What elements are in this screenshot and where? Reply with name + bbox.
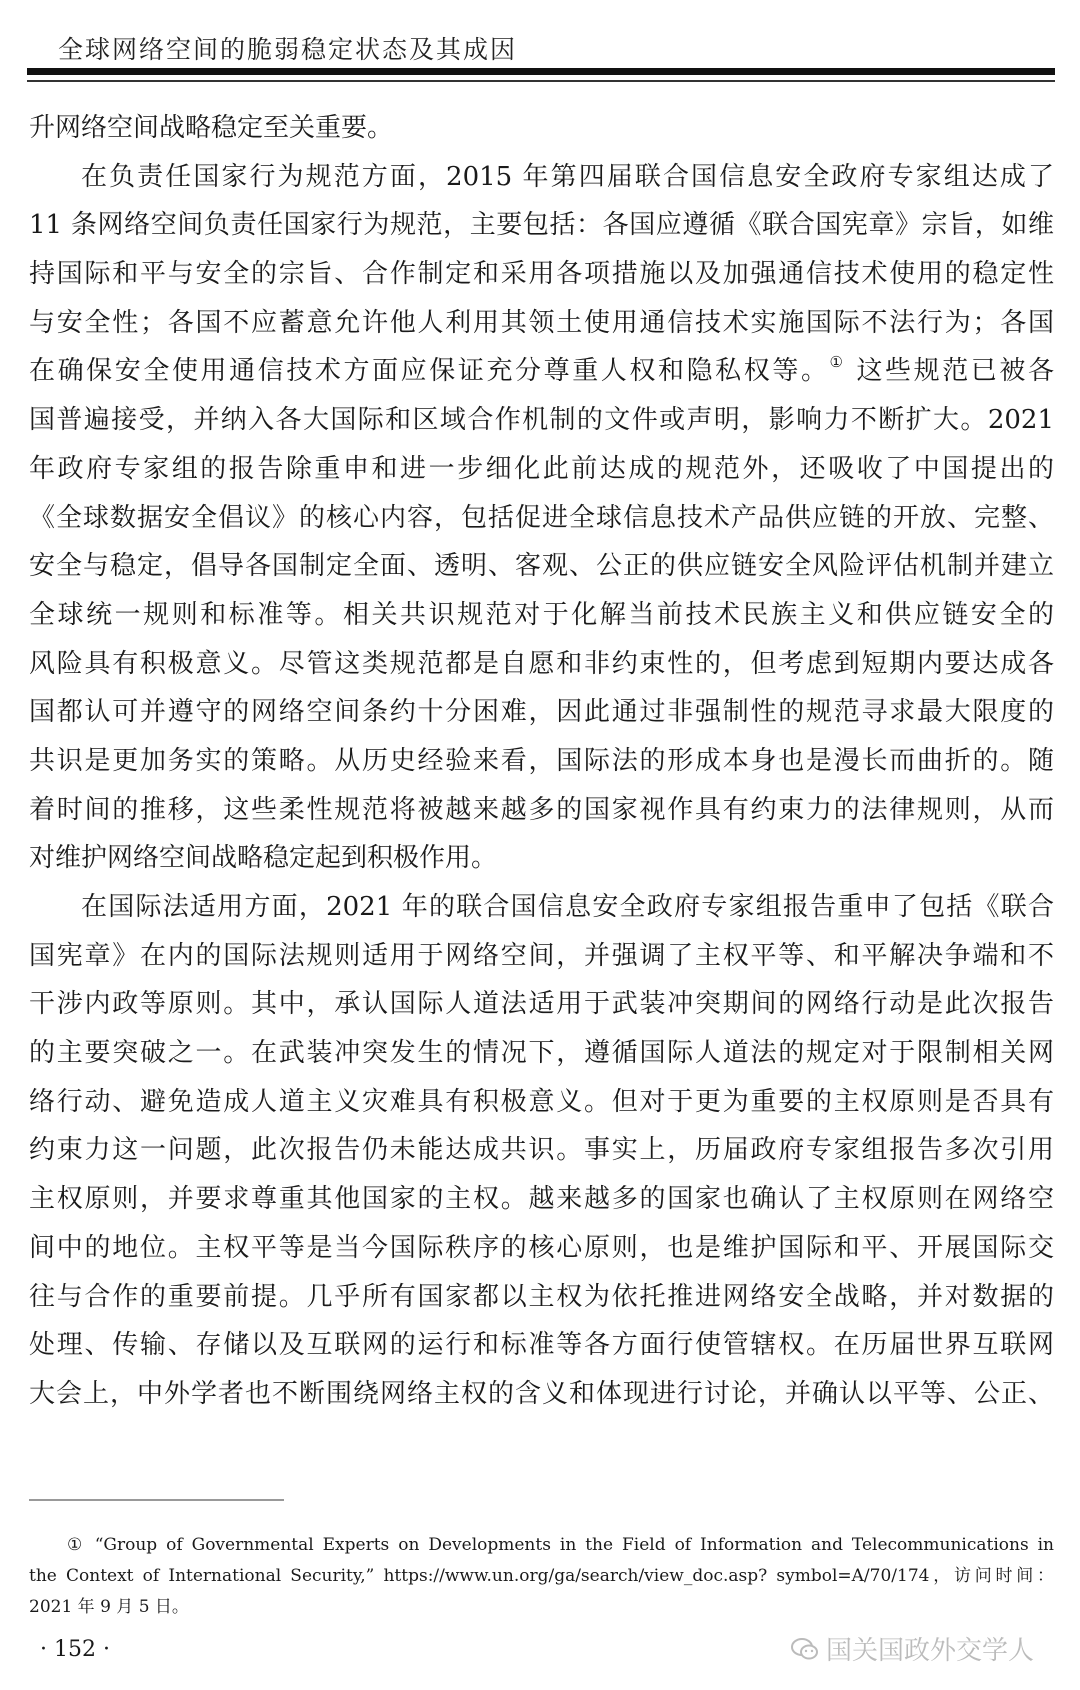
- footnote-line: 2021 年 9 月 5 日。: [29, 1597, 189, 1617]
- text-line: 《全球数据安全倡议》的核心内容，包括促进全球信息技术产品供应链的开放、完整、: [29, 502, 1054, 533]
- header-rule-thin: [27, 80, 1055, 82]
- text-line: 约束力这一问题，此次报告仍未能达成共识。事实上，历届政府专家组报告多次引用: [29, 1135, 1054, 1166]
- text-line: 处理、传输、存储以及互联网的运行和标准等各方面行使管辖权。在历届世界互联网: [29, 1330, 1054, 1361]
- wechat-icon: [790, 1636, 820, 1662]
- body-text: [29, 104, 1054, 1419]
- text-line: 升网络空间战略稳定至关重要。: [29, 113, 394, 143]
- watermark: [790, 1630, 1034, 1667]
- text-line: 主权原则，并要求尊重其他国家的主权。越来越多的国家也确认了主权原则在网络空: [29, 1184, 1054, 1215]
- header-rule-thick: [27, 68, 1055, 75]
- text-line: 间中的地位。主权平等是当今国际秩序的核心原则，也是维护国际和平、开展国际交: [29, 1232, 1054, 1263]
- text-line: 干涉内政等原则。其中，承认国际人道法适用于武装冲突期间的网络行动是此次报告: [29, 989, 1054, 1020]
- text-line: 往与合作的重要前提。几乎所有国家都以主权为依托推进网络安全战略，并对数据的: [29, 1281, 1054, 1312]
- text-line: 在负责任国家行为规范方面，2015 年第四届联合国信息安全政府专家组达成了: [81, 161, 1054, 192]
- footnote-rule: [29, 1499, 284, 1501]
- text-line: 风险具有积极意义。尽管这类规范都是自愿和非约束性的，但考虑到短期内要达成各: [29, 648, 1054, 679]
- text-segment: 在确保安全使用通信技术方面应保证充分尊重人权和隐私权等。: [29, 356, 830, 387]
- text-line: 全球统一规则和标准等。相关共识规范对于化解当前技术民族主义和供应链安全的: [29, 599, 1054, 630]
- footnote-reference[interactable]: ①: [829, 353, 846, 372]
- text-line: 11 条网络空间负责任国家行为规范，主要包括：各国应遵循《联合国宪章》宗旨，如维: [29, 210, 1054, 241]
- text-line: 络行动、避免造成人道主义灾难具有积极意义。但对于更为重要的主权原则是否具有: [29, 1086, 1054, 1117]
- text-line: 安全与稳定，倡导各国制定全面、透明、客观、公正的供应链安全风险评估机制并建立: [29, 551, 1054, 582]
- running-head: 全球网络空间的脆弱稳定状态及其成因: [58, 35, 518, 64]
- text-line: 在国际法适用方面，2021 年的联合国信息安全政府专家组报告重申了包括《联合: [81, 892, 1054, 922]
- text-line: 年政府专家组的报告除重申和进一步细化此前达成的规范外，还吸收了中国提出的: [29, 453, 1054, 484]
- page-number: · 152 ·: [40, 1637, 110, 1662]
- text-line: 共识是更加务实的策略。从历史经验来看，国际法的形成本身也是漫长而曲折的。随: [29, 745, 1054, 776]
- text-line: 对维护网络空间战略稳定起到积极作用。: [29, 843, 498, 874]
- text-line: 国都认可并遵守的网络空间条约十分困难，因此通过非强制性的规范寻求最大限度的: [29, 697, 1054, 728]
- text-line: 国宪章》在内的国际法规则适用于网络空间，并强调了主权平等、和平解决争端和不: [29, 940, 1054, 971]
- footnote-line: the Context of International Security,” https://www.un.org/ga/search/view_doc.asp? symbol=A/70/174，访问时间：: [29, 1566, 1054, 1586]
- text-line: 持国际和平与安全的宗旨、合作制定和采用各项措施以及加强通信技术使用的稳定性: [29, 259, 1054, 290]
- footnote-line: ① “Group of Governmental Experts on Developments in the Field of Information and Telecommunications in: [67, 1535, 1054, 1555]
- text-line: 国普遍接受，并纳入各大国际和区域合作机制的文件或声明，影响力不断扩大。2021: [29, 405, 1054, 436]
- text-line: [29, 347, 1054, 396]
- text-line: 的主要突破之一。在武装冲突发生的情况下，遵循国际人道法的规定对于限制相关网: [29, 1038, 1054, 1069]
- footnote: [29, 1530, 1054, 1623]
- text-segment: 这些规范已被各: [856, 356, 1054, 387]
- text-line: 大会上，中外学者也不断围绕网络主权的含义和体现进行讨论，并确认以平等、公正、: [29, 1378, 1054, 1409]
- text-line: 着时间的推移，这些柔性规范将被越来越多的国家视作具有约束力的法律规则，从而: [29, 794, 1054, 825]
- text-line: 与安全性；各国不应蓄意允许他人利用其领土使用通信技术实施国际不法行为；各国: [29, 307, 1054, 338]
- watermark-text: 国关国政外交学人: [826, 1636, 1035, 1666]
